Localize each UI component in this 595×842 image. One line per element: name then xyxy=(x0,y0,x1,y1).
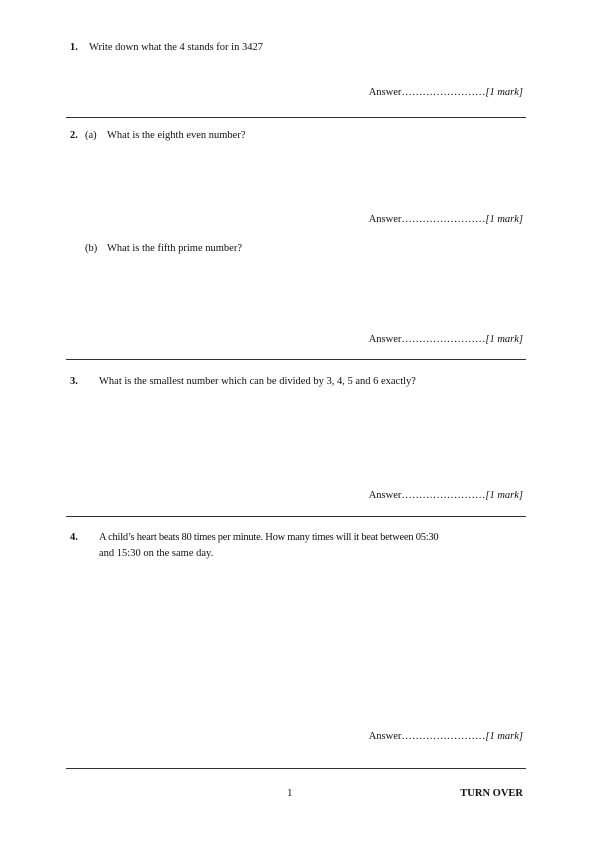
answer-label: Answer xyxy=(368,87,402,98)
answer-label: Answer xyxy=(368,214,402,225)
question-2b-text: What is the fifth prime number? xyxy=(107,243,242,254)
answer-line-q1 xyxy=(369,87,523,98)
mark-value: [1 mark] xyxy=(485,731,523,742)
question-4-text-line-2: and 15:30 on the same day. xyxy=(99,548,214,559)
answer-dots: …………………… xyxy=(401,87,486,98)
answer-dots: …………………… xyxy=(401,731,486,742)
footer-divider xyxy=(66,768,526,769)
section-divider xyxy=(66,359,526,360)
question-4-text-line-1: A child’s heart beats 80 times per minute. How many times will it beat between 05:30 xyxy=(99,532,439,543)
answer-label: Answer xyxy=(368,334,402,345)
answer-label: Answer xyxy=(368,490,402,501)
question-1-number: 1. xyxy=(70,42,78,53)
section-divider xyxy=(66,516,526,517)
answer-line-q2b xyxy=(369,334,523,345)
question-3-number: 3. xyxy=(70,376,78,387)
question-2a-text: What is the eighth even number? xyxy=(107,130,246,141)
question-3-text: What is the smallest number which can be divided by 3, 4, 5 and 6 exactly? xyxy=(99,376,416,387)
section-divider xyxy=(66,117,526,118)
mark-value: [1 mark] xyxy=(485,87,523,98)
question-2-number: 2. xyxy=(70,130,78,141)
answer-dots: …………………… xyxy=(401,490,486,501)
answer-line-q4 xyxy=(369,731,523,742)
turn-over-label: TURN OVER xyxy=(460,788,523,799)
question-4-number: 4. xyxy=(70,532,78,543)
mark-value: [1 mark] xyxy=(485,490,523,501)
answer-label: Answer xyxy=(368,731,402,742)
question-2b-label: (b) xyxy=(85,243,98,254)
answer-dots: …………………… xyxy=(401,214,486,225)
answer-line-q3 xyxy=(369,490,523,501)
question-1-text: Write down what the 4 stands for in 3427 xyxy=(89,42,263,53)
question-2a-label: (a) xyxy=(85,130,97,141)
answer-dots: …………………… xyxy=(401,334,486,345)
page-number: 1 xyxy=(287,787,293,799)
mark-value: [1 mark] xyxy=(485,214,523,225)
mark-value: [1 mark] xyxy=(485,334,523,345)
answer-line-q2a xyxy=(369,214,523,225)
